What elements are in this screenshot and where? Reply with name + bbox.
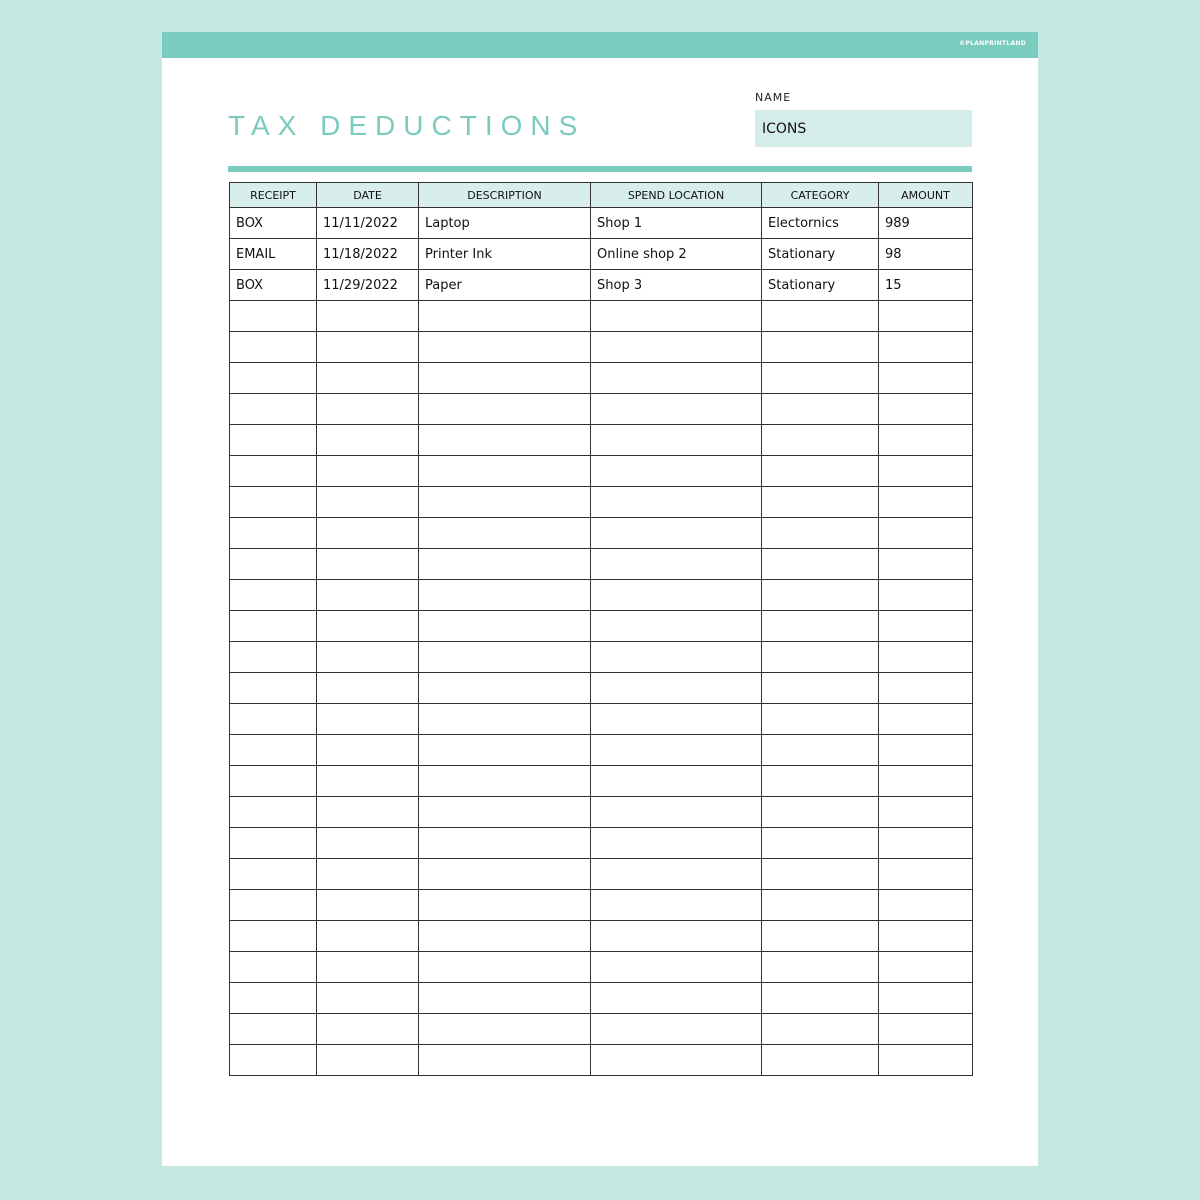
empty-row [230,580,973,611]
empty-cell[interactable] [317,611,419,642]
empty-cell[interactable] [591,735,762,766]
empty-row [230,983,973,1014]
empty-cell[interactable] [879,611,973,642]
empty-row [230,301,973,332]
empty-cell[interactable] [591,828,762,859]
empty-cell[interactable] [419,1045,591,1076]
empty-cell[interactable] [230,611,317,642]
empty-cell[interactable] [762,580,879,611]
empty-cell[interactable] [230,487,317,518]
empty-cell[interactable] [879,332,973,363]
empty-cell[interactable] [317,301,419,332]
empty-row [230,332,973,363]
empty-row [230,766,973,797]
empty-cell[interactable] [317,952,419,983]
empty-cell[interactable] [762,301,879,332]
empty-cell[interactable] [762,766,879,797]
empty-cell[interactable] [317,797,419,828]
empty-cell[interactable] [591,611,762,642]
empty-cell[interactable] [591,549,762,580]
tax-deductions-sheet [162,32,1038,1166]
empty-cell[interactable] [419,456,591,487]
table-cell[interactable]: 98 [879,239,973,270]
empty-cell[interactable] [591,952,762,983]
empty-cell[interactable] [879,983,973,1014]
empty-cell[interactable] [419,394,591,425]
empty-cell[interactable] [762,1045,879,1076]
empty-cell[interactable] [419,921,591,952]
empty-cell[interactable] [317,673,419,704]
table-cell[interactable]: BOX [230,208,317,239]
empty-cell[interactable] [591,518,762,549]
column-header: RECEIPT [230,183,317,208]
empty-cell[interactable] [230,549,317,580]
empty-cell[interactable] [591,642,762,673]
empty-cell[interactable] [317,487,419,518]
empty-cell[interactable] [879,828,973,859]
empty-row [230,735,973,766]
empty-cell[interactable] [879,456,973,487]
empty-cell[interactable] [591,301,762,332]
empty-cell[interactable] [591,394,762,425]
empty-cell[interactable] [419,704,591,735]
empty-cell[interactable] [762,456,879,487]
empty-row [230,890,973,921]
empty-row [230,828,973,859]
empty-cell[interactable] [879,921,973,952]
empty-row [230,518,973,549]
empty-cell[interactable] [591,1045,762,1076]
empty-cell[interactable] [230,921,317,952]
table-row [230,239,973,270]
empty-cell[interactable] [230,766,317,797]
empty-cell[interactable] [762,363,879,394]
empty-cell[interactable] [419,983,591,1014]
empty-cell[interactable] [879,487,973,518]
empty-cell[interactable] [230,332,317,363]
empty-cell[interactable] [419,611,591,642]
table-cell[interactable]: 11/18/2022 [317,239,419,270]
empty-cell[interactable] [591,425,762,456]
empty-cell[interactable] [230,983,317,1014]
empty-cell[interactable] [591,797,762,828]
empty-cell[interactable] [317,890,419,921]
empty-cell[interactable] [879,766,973,797]
empty-cell[interactable] [230,580,317,611]
empty-cell[interactable] [317,766,419,797]
empty-cell[interactable] [879,549,973,580]
title-divider [228,166,972,172]
empty-cell[interactable] [317,456,419,487]
empty-cell[interactable] [591,859,762,890]
empty-cell[interactable] [762,1014,879,1045]
empty-cell[interactable] [419,859,591,890]
empty-cell[interactable] [762,983,879,1014]
empty-row [230,704,973,735]
empty-cell[interactable] [317,735,419,766]
empty-cell[interactable] [591,332,762,363]
empty-cell[interactable] [762,518,879,549]
empty-cell[interactable] [230,859,317,890]
empty-cell[interactable] [317,859,419,890]
table-cell[interactable]: 11/29/2022 [317,270,419,301]
empty-cell[interactable] [762,828,879,859]
column-header: AMOUNT [879,183,973,208]
empty-cell[interactable] [419,766,591,797]
empty-cell[interactable] [419,487,591,518]
table-row [230,208,973,239]
empty-cell[interactable] [591,363,762,394]
empty-cell[interactable] [419,549,591,580]
empty-row [230,394,973,425]
table-cell[interactable]: Stationary [762,239,879,270]
empty-row [230,425,973,456]
empty-cell[interactable] [317,425,419,456]
empty-cell[interactable] [591,673,762,704]
empty-cell[interactable] [762,425,879,456]
empty-cell[interactable] [317,363,419,394]
empty-cell[interactable] [230,673,317,704]
empty-cell[interactable] [317,921,419,952]
empty-cell[interactable] [879,952,973,983]
empty-cell[interactable] [879,301,973,332]
empty-cell[interactable] [879,580,973,611]
empty-row [230,456,973,487]
empty-cell[interactable] [879,673,973,704]
table-cell[interactable]: Online shop 2 [591,239,762,270]
empty-row [230,921,973,952]
empty-cell[interactable] [419,797,591,828]
column-header: DATE [317,183,419,208]
empty-cell[interactable] [317,704,419,735]
empty-cell[interactable] [230,797,317,828]
table-cell[interactable]: BOX [230,270,317,301]
empty-row [230,611,973,642]
empty-cell[interactable] [419,363,591,394]
table-cell[interactable]: Printer Ink [419,239,591,270]
empty-cell[interactable] [230,1014,317,1045]
empty-cell[interactable] [591,983,762,1014]
top-band [162,32,1038,58]
column-header: DESCRIPTION [419,183,591,208]
empty-row [230,797,973,828]
empty-cell[interactable] [879,1014,973,1045]
empty-cell[interactable] [762,332,879,363]
empty-cell[interactable] [419,425,591,456]
empty-cell[interactable] [419,1014,591,1045]
empty-cell[interactable] [879,704,973,735]
empty-cell[interactable] [230,425,317,456]
empty-cell[interactable] [230,1045,317,1076]
empty-cell[interactable] [230,642,317,673]
empty-cell[interactable] [591,890,762,921]
empty-cell[interactable] [591,766,762,797]
empty-cell[interactable] [230,952,317,983]
empty-cell[interactable] [317,828,419,859]
empty-cell[interactable] [419,642,591,673]
empty-cell[interactable] [419,828,591,859]
empty-cell[interactable] [762,642,879,673]
table-cell[interactable]: 11/11/2022 [317,208,419,239]
empty-row [230,363,973,394]
empty-cell[interactable] [762,890,879,921]
deductions-table [229,182,973,1076]
table-cell[interactable]: Laptop [419,208,591,239]
empty-cell[interactable] [762,735,879,766]
empty-cell[interactable] [762,673,879,704]
empty-cell[interactable] [762,704,879,735]
empty-cell[interactable] [317,983,419,1014]
empty-cell[interactable] [230,301,317,332]
empty-cell[interactable] [317,580,419,611]
empty-cell[interactable] [317,1014,419,1045]
empty-cell[interactable] [317,642,419,673]
empty-cell[interactable] [230,828,317,859]
empty-cell[interactable] [879,642,973,673]
empty-cell[interactable] [230,704,317,735]
empty-cell[interactable] [230,735,317,766]
empty-row [230,642,973,673]
table-row [230,270,973,301]
empty-row [230,952,973,983]
empty-cell[interactable] [419,890,591,921]
copyright: ©PLANPRINTLAND [959,40,1026,47]
empty-cell[interactable] [879,890,973,921]
empty-cell[interactable] [591,487,762,518]
empty-cell[interactable] [762,611,879,642]
empty-cell[interactable] [879,394,973,425]
empty-row [230,859,973,890]
table-cell[interactable]: 15 [879,270,973,301]
empty-cell[interactable] [762,859,879,890]
empty-row [230,487,973,518]
empty-row [230,673,973,704]
empty-cell[interactable] [317,518,419,549]
empty-cell[interactable] [762,394,879,425]
empty-cell[interactable] [419,301,591,332]
empty-cell[interactable] [230,363,317,394]
table-cell[interactable]: 989 [879,208,973,239]
table-header-row [230,183,973,208]
empty-cell[interactable] [230,518,317,549]
empty-cell[interactable] [879,797,973,828]
name-value: ICONS [762,121,807,137]
empty-cell[interactable] [762,487,879,518]
empty-row [230,549,973,580]
empty-cell[interactable] [591,704,762,735]
empty-cell[interactable] [317,332,419,363]
empty-cell[interactable] [879,518,973,549]
empty-cell[interactable] [879,859,973,890]
empty-cell[interactable] [879,735,973,766]
empty-cell[interactable] [419,735,591,766]
name-field[interactable] [755,110,972,147]
empty-cell[interactable] [230,890,317,921]
column-header: SPEND LOCATION [591,183,762,208]
table-cell[interactable]: Electornics [762,208,879,239]
empty-cell[interactable] [230,394,317,425]
empty-cell[interactable] [591,1014,762,1045]
column-header: CATEGORY [762,183,879,208]
empty-cell[interactable] [317,549,419,580]
empty-row [230,1014,973,1045]
empty-cell[interactable] [591,580,762,611]
empty-cell[interactable] [879,363,973,394]
empty-cell[interactable] [879,1045,973,1076]
table-cell[interactable]: EMAIL [230,239,317,270]
empty-cell[interactable] [879,425,973,456]
empty-cell[interactable] [317,1045,419,1076]
table-cell[interactable]: Paper [419,270,591,301]
empty-cell[interactable] [762,952,879,983]
empty-cell[interactable] [419,332,591,363]
empty-cell[interactable] [317,394,419,425]
empty-cell[interactable] [419,580,591,611]
empty-cell[interactable] [419,952,591,983]
name-label: NAME [755,91,792,104]
empty-cell[interactable] [591,921,762,952]
empty-cell[interactable] [419,673,591,704]
empty-cell[interactable] [419,518,591,549]
table-cell[interactable]: Shop 3 [591,270,762,301]
empty-cell[interactable] [230,456,317,487]
table-cell[interactable]: Stationary [762,270,879,301]
empty-cell[interactable] [762,921,879,952]
empty-cell[interactable] [591,456,762,487]
table-cell[interactable]: Shop 1 [591,208,762,239]
empty-row [230,1045,973,1076]
empty-cell[interactable] [762,797,879,828]
empty-cell[interactable] [762,549,879,580]
page-title: TAX DEDUCTIONS [228,110,586,141]
